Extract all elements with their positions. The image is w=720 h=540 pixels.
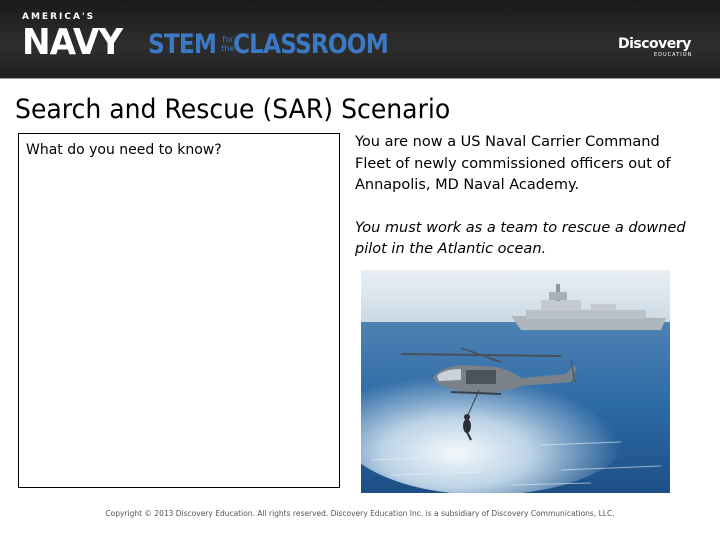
scenario-text-block [355,132,700,261]
task-paragraph: You must work as a team to rescue a downed pilot in the Atlantic ocean. [355,219,686,257]
header-banner [0,0,720,79]
navy-logo [22,12,123,64]
navy-logo-wordmark: NAVY [22,22,123,63]
the-label: the [221,44,235,53]
prompt-box-text: What do you need to know? [26,142,222,158]
copyright-footer: Copyright © 2013 Discovery Education. All rights reserved. Discovery Education Inc. is a subsidiary of Discovery Communications, LLC. [105,509,615,518]
stem-wordmark: STEM [148,28,217,60]
classroom-wordmark: CLASSROOM [233,28,389,60]
slide-title: Search and Rescue (SAR) Scenario [15,94,451,125]
discovery-education-logo [618,36,698,58]
education-wordmark: EDUCATION [654,52,693,58]
prompt-box [18,133,340,488]
photo-illustration [361,270,670,493]
navy-logo-tagline: AMERICA'S [22,12,96,22]
helicopter-rescue-photo [361,270,670,493]
stem-classroom-logo [148,26,414,62]
for-label: for [222,35,234,44]
discovery-wordmark: Discovery [618,36,691,52]
scenario-paragraph: You are now a US Naval Carrier Command Fleet of newly commissioned officers out of Annapolis, MD Naval Academy. [355,134,671,193]
